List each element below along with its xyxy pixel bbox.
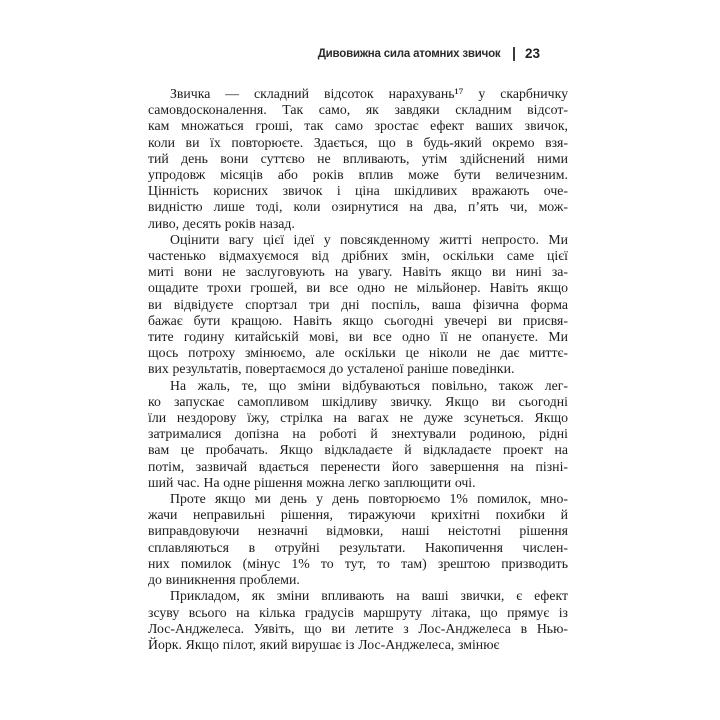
- text-line: тий день вони суттєво не впливають, утім здійснений ними: [148, 150, 568, 166]
- text-line: Звичка — складний відсоток нарахувань¹⁷ у скарбничку: [170, 86, 568, 101]
- text-line: до виникнення проблеми.: [148, 572, 300, 588]
- header-separator: [513, 47, 515, 61]
- text-line: ви відвідуєте спортзал три дні поспіль, ваша фізична форма: [148, 296, 568, 312]
- text-line: Йорк. Якщо пілот, який вирушає із Лос-Анджелеса, змінює: [148, 636, 500, 652]
- text-line: видністю лише тоді, коли озирнутися на два, п’ять чи, мож-: [148, 199, 568, 215]
- text-line: На жаль, те, що зміни відбуваються повільно, також лег-: [170, 377, 568, 393]
- paragraph: [148, 86, 568, 232]
- paragraph: [148, 232, 568, 378]
- text-line: самовдосконалення. Так само, як завдяки складним відсот-: [148, 102, 568, 118]
- text-line: ший час. На одне рішення можна легко заплющити очі.: [148, 474, 476, 490]
- text-line: упродовж місяців або років вплив може бути величезним.: [148, 167, 568, 183]
- page-number: 23: [524, 46, 540, 61]
- body-text: [148, 86, 568, 653]
- text-line: ко запускає самопливом шкідливу звичку. Якщо ви сьогодні: [148, 393, 568, 409]
- text-line: затрималися допізна на роботі й знехтували родиною, рідні: [148, 426, 568, 442]
- text-line: миті вони не заслуговують на увагу. Навіть якщо ви нині за-: [148, 264, 568, 280]
- text-line: Лос-Анджелеса. Уявіть, що ви летите з Лос-Анджелеса в Нью-: [148, 620, 568, 636]
- running-header: [318, 46, 540, 61]
- paragraph: [148, 491, 568, 588]
- text-line: вих результатів, повертаємося до усталеної раніше поведінки.: [148, 361, 515, 377]
- text-line: їли нездорову їжу, стрілка на вагах не дуже зсунеться. Якщо: [148, 410, 568, 426]
- text-line: кам множаться гроші, так само зростає ефект ваших звичок,: [148, 118, 568, 134]
- text-line: сплавляються в отруйні результати. Накопичення числен-: [148, 539, 568, 555]
- text-line: зсуву всього на кілька градусів маршруту літака, що прямує із: [148, 604, 568, 620]
- text-line: щось потроху змінюємо, але оскільки це ніколи не дає миттє-: [148, 345, 568, 361]
- text-line: Прикладом, як зміни впливають на ваші звички, є ефект: [170, 588, 568, 604]
- text-line: тите годину китайській мові, ви все одно її не опануєте. Ми: [148, 329, 568, 345]
- text-line: Цінність корисних звичок і ціна шкідливих вражають оче-: [148, 183, 568, 199]
- text-line: потім, зазвичай вдається перенести його завершення на пізні-: [148, 458, 568, 474]
- paragraph: [148, 378, 568, 491]
- paragraph: [148, 588, 568, 653]
- text-line: жачи неправильні рішення, тиражуючи крихітні похибки й: [148, 507, 568, 523]
- text-line: частенько відмахуємося від дрібних змін, оскільки саме цієї: [148, 248, 568, 264]
- text-line: Проте якщо ми день у день повторюємо 1% помилок, мно-: [170, 491, 568, 507]
- text-line: ощадите трохи грошей, ви все одно не мільйонер. Навіть якщо: [148, 280, 568, 296]
- text-line: вам це пробачать. Якщо відкладаєте й відкладаєте проект на: [148, 442, 568, 458]
- text-line: виправдовуючи незначні відмовки, наші неістотні рішення: [148, 523, 568, 539]
- text-line: бажає бути кращою. Навіть якщо сьогодні увечері ви присвя-: [148, 312, 568, 328]
- text-line: ливо, десять років назад.: [148, 215, 295, 231]
- running-title: Дивовижна сила атомних звичок: [317, 47, 501, 60]
- text-line: коли ви їх повторюєте. Здається, що в будь-який окремо взя-: [148, 134, 568, 150]
- text-line: них помилок (мінус 1% то тут, то там) зрештою призводить: [148, 555, 568, 571]
- text-line: Оцінити вагу цієї ідеї у повсякденному житті непросто. Ми: [170, 231, 568, 247]
